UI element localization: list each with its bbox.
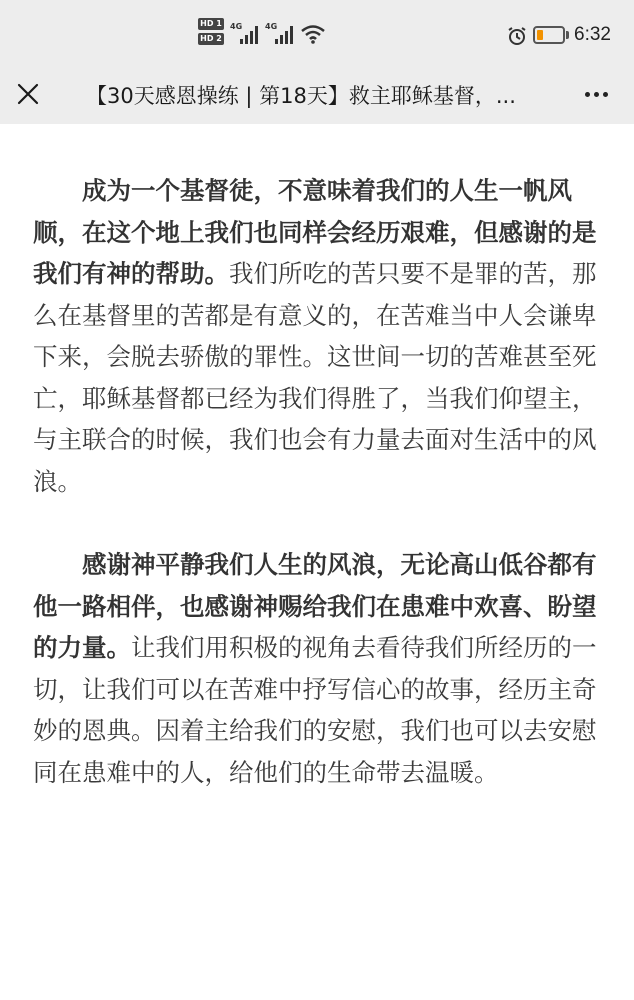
nav-bar [0,68,634,124]
network-type-1: 4G [230,22,243,31]
hd1-badge: HD 1 [198,18,224,30]
close-button[interactable] [10,76,46,112]
battery-tip [566,31,569,39]
hd2-badge: HD 2 [198,33,224,45]
more-button[interactable] [576,76,616,112]
clock: 6:32 [574,24,611,45]
page-title: 【30天感恩操练 | 第18天】救主耶稣基督，... [86,84,516,108]
paragraph-2 [33,544,613,793]
battery-level [537,30,543,40]
article-body [33,170,613,835]
paragraph-2-bold: 感谢神平静我们人生的风浪，无论高山低谷都有他一路相伴，也感谢神赐给我们在患难中欢喜、盼望的力量。 [33,550,597,662]
signal-icon [240,24,262,44]
wifi-icon [300,24,326,44]
paragraph-2-text: 让我们用积极的视角去看待我们所经历的一切，让我们可以在苦难中抒写信心的故事，经历主奇妙的恩典。因着主给我们的安慰，我们也可以去安慰同在患难中的人，给他们的生命带去温暖。 [33,633,597,787]
status-bar [0,0,634,68]
network-type-2: 4G [265,22,278,31]
paragraph-1-text: 我们所吃的苦只要不是罪的苦，那么在基督里的苦都是有意义的，在苦难当中人会谦卑下来，会脱去骄傲的罪性。这世间一切的苦难甚至死亡，耶稣基督都已经为我们得胜了，当我们仰望主，与主联合的时候，我们也会有力量去面对生活中的风浪。 [33,259,597,496]
sim-badges [198,18,228,48]
alarm-icon [507,26,527,46]
close-icon [17,83,39,105]
more-icon [585,92,590,97]
paragraph-1 [33,170,613,502]
paragraph-1-bold: 成为一个基督徒，不意味着我们的人生一帆风顺，在这个地上我们也同样会经历艰难，但感谢的是我们有神的帮助。 [33,176,597,288]
battery-icon [533,26,565,44]
signal-icon-2 [275,24,297,44]
